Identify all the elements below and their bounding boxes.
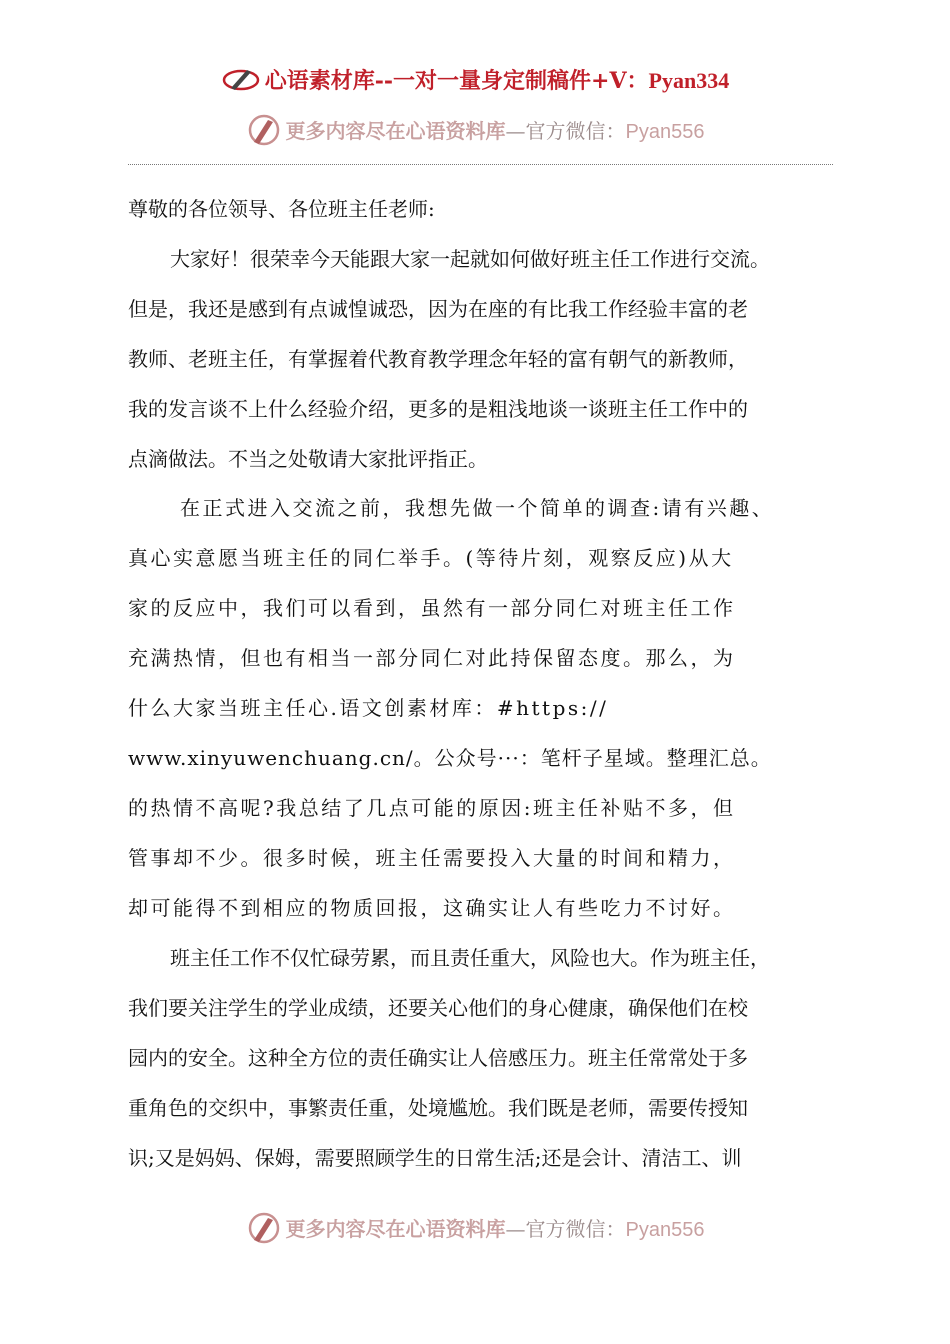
paragraph-line: 充满热情，但也有相当一部分同仁对此持保留态度。那么，为 bbox=[128, 646, 736, 670]
paragraph-line: 识;又是妈妈、保姆，需要照顾学生的日常生活;还是会计、清洁工、训 bbox=[128, 1146, 742, 1170]
header-part2: 一对一量身定制稿件+V： bbox=[393, 68, 649, 94]
paragraph-line: 的热情不高呢?我总结了几点可能的原因:班主任补贴不多，但 bbox=[128, 796, 736, 820]
brand-text2: —官方微信： bbox=[505, 119, 626, 143]
salutation: 尊敬的各位领导、各位班主任老师: bbox=[128, 197, 435, 221]
paragraph-line: 但是，我还是感到有点诚惶诚恐，因为在座的有比我工作经验丰富的老 bbox=[128, 297, 748, 321]
pen-logo-icon bbox=[246, 112, 282, 153]
paragraph-line: 我们要关注学生的学业成绩，还要关心他们的身心健康，确保他们在校 bbox=[128, 996, 748, 1020]
brand-text1: 更多内容尽在心语资料库 bbox=[285, 1217, 506, 1241]
brand-banner-top bbox=[0, 112, 950, 153]
paragraph-line: 我的发言谈不上什么经验介绍，更多的是粗浅地谈一谈班主任工作中的 bbox=[128, 397, 748, 421]
paragraph-line: 在正式进入交流之前，我想先做一个简单的调查:请有兴趣、 bbox=[180, 496, 775, 520]
paragraph-line: 园内的安全。这种全方位的责任确实让人倍感压力。班主任常常处于多 bbox=[128, 1046, 748, 1070]
brand-text3: Pyan556 bbox=[625, 1219, 705, 1241]
paragraph-line: 管事却不少。很多时候，班主任需要投入大量的时间和精力， bbox=[128, 846, 736, 870]
paragraph-line: www.xinyuwenchuang.cn/。公众号···：笔杆子星域。整理汇总。 bbox=[128, 746, 772, 770]
paragraph-line: 点滴做法。不当之处敬请大家批评指正。 bbox=[128, 447, 488, 471]
brand-text1: 更多内容尽在心语资料库 bbox=[285, 119, 506, 143]
pen-logo-icon bbox=[221, 66, 261, 98]
paragraph-line: 却可能得不到相应的物质回报，这确实让人有些吃力不讨好。 bbox=[128, 896, 736, 920]
header-part3: Pyan334 bbox=[648, 68, 730, 93]
paragraph-line: 家的反应中，我们可以看到，虽然有一部分同仁对班主任工作 bbox=[128, 596, 736, 620]
pen-logo-icon bbox=[246, 1210, 282, 1251]
paragraph-line: 什么大家当班主任心.语文创素材库：#https:// bbox=[128, 696, 609, 720]
paragraph-line: 真心实意愿当班主任的同仁举手。(等待片刻，观察反应)从大 bbox=[128, 546, 734, 570]
header-title bbox=[0, 64, 950, 98]
header-divider bbox=[128, 164, 833, 165]
brand-banner-bottom bbox=[0, 1210, 950, 1251]
paragraph-line: 重角色的交织中，事繁责任重，处境尴尬。我们既是老师，需要传授知 bbox=[128, 1096, 748, 1120]
paragraph-line: 大家好！很荣幸今天能跟大家一起就如何做好班主任工作进行交流。 bbox=[170, 247, 770, 271]
paragraph-line: 班主任工作不仅忙碌劳累，而且责任重大，风险也大。作为班主任， bbox=[170, 946, 770, 970]
paragraph-line: 教师、老班主任，有掌握着代教育教学理念年轻的富有朝气的新教师， bbox=[128, 347, 748, 371]
brand-text2: —官方微信： bbox=[505, 1217, 626, 1241]
brand-text3: Pyan556 bbox=[625, 121, 705, 143]
header-part1: 心语素材库-- bbox=[264, 68, 394, 94]
